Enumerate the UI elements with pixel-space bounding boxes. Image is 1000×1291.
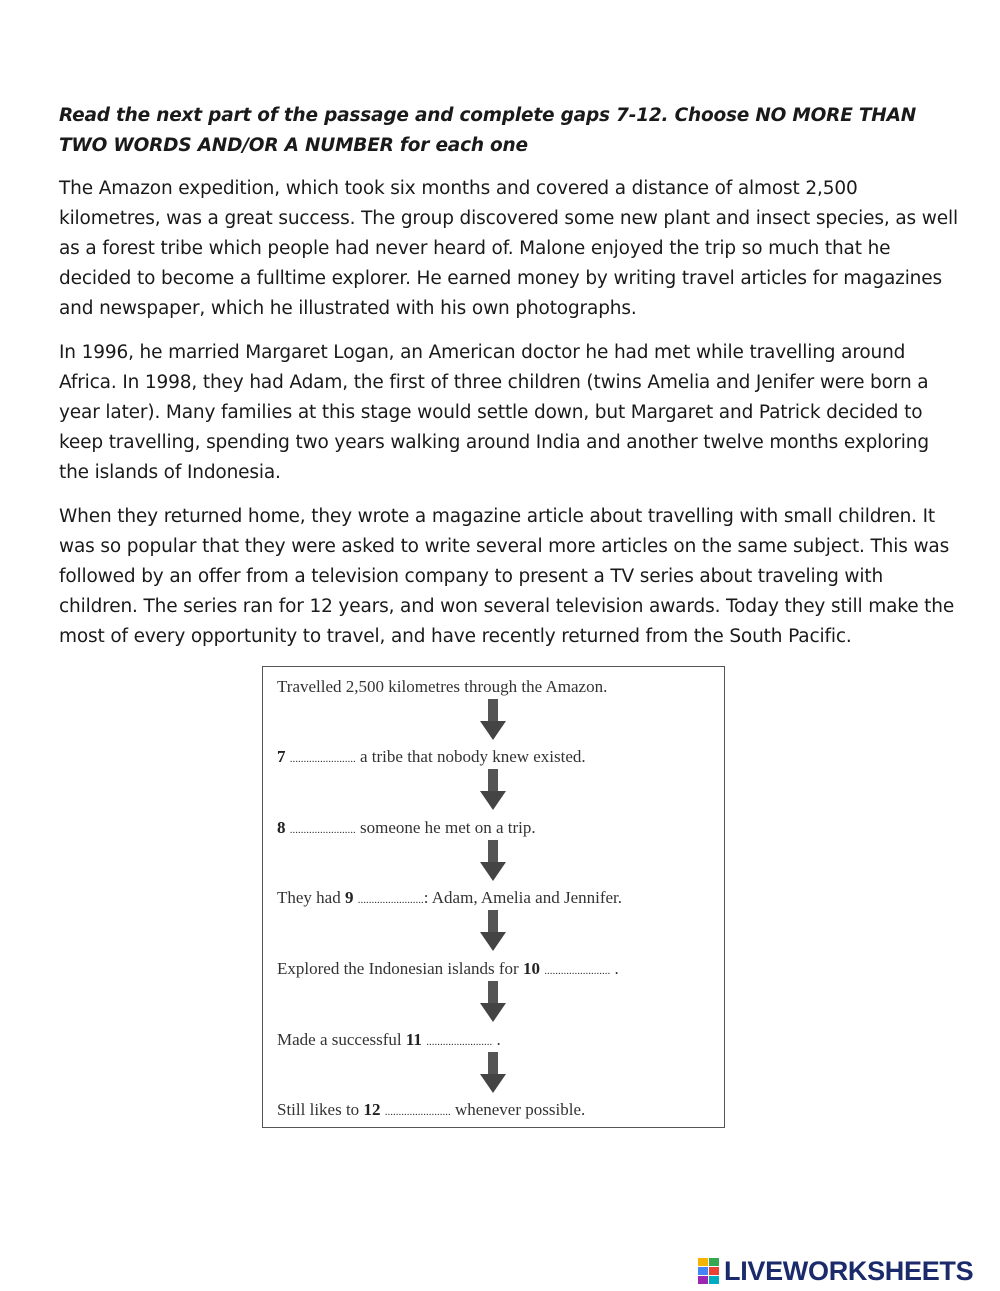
gap-8-blank[interactable]: ........................ (289, 824, 356, 836)
gap-number: 7 (277, 747, 286, 766)
liveworksheets-logo-icon (698, 1258, 720, 1284)
flow-step-text: They had (277, 888, 345, 907)
flow-step-text: . (492, 1030, 501, 1049)
flow-step-text: Still likes to (277, 1100, 364, 1119)
gap-number: 10 (522, 959, 540, 978)
gap-number: 9 (344, 888, 354, 907)
flow-step-text: someone he met on a trip. (355, 818, 536, 837)
down-arrow-icon (479, 910, 507, 952)
flow-step-text: Made a successful (277, 1030, 406, 1049)
flow-step-gap-12 (277, 1100, 585, 1120)
gap-9-blank[interactable]: ........................ (357, 894, 424, 906)
down-arrow-icon (479, 699, 507, 741)
liveworksheets-logo[interactable] (698, 1253, 973, 1289)
down-arrow-icon (479, 840, 507, 882)
flow-step-gap-11 (277, 1030, 501, 1050)
flow-step-gap-10 (277, 959, 619, 979)
flow-step-text: . (610, 959, 619, 978)
gap-number: 12 (363, 1100, 381, 1119)
down-arrow-icon (479, 981, 507, 1023)
flow-step-gap-8 (277, 818, 536, 838)
flow-step-text: : Adam, Amelia and Jennifer. (423, 888, 623, 907)
down-arrow-icon (479, 1052, 507, 1094)
flow-step-gap-9 (277, 888, 622, 908)
passage-paragraph-1: The Amazon expedition, which took six months and covered a distance of almost 2,500 kilometres, was a great success. The group discovered some new plant and insect species, as well as a forest tribe which people had never heard of. Malone enjoyed the trip so much that he decided to become a fulltime explorer. He earned money by writing travel articles for magazines and newspaper, which he illustrated with his own photographs. (59, 178, 958, 319)
gap-number: 8 (277, 818, 286, 837)
down-arrow-icon (479, 769, 507, 811)
gap-7-blank[interactable]: ........................ (289, 753, 356, 765)
gap-10-blank[interactable]: ........................ (544, 965, 611, 977)
flowchart-box (262, 666, 725, 1128)
flow-step-text: Explored the Indonesian islands for (277, 959, 523, 978)
logo-text: LIVEWORKSHEETS (724, 1255, 974, 1286)
flow-step-text: a tribe that nobody knew existed. (355, 747, 586, 766)
flow-step-text: whenever possible. (450, 1100, 586, 1119)
gap-number: 11 (405, 1030, 422, 1049)
flow-step-gap-7 (277, 747, 586, 767)
flow-step-start (277, 677, 607, 697)
flow-step-text: Travelled 2,500 kilometres through the Amazon. (277, 677, 608, 696)
passage-paragraph-2: In 1996, he married Margaret Logan, an American doctor he had met while travelling around Africa. In 1998, they had Adam, the first of three children (twins Amelia and Jenifer were born a year later). Many families at this stage would settle down, but Margaret and Patrick decided to keep travelling, spending two years walking around India and another twelve months exploring the islands of Indonesia. (59, 342, 929, 483)
gap-12-blank[interactable]: ........................ (384, 1106, 451, 1118)
passage-paragraph-3: When they returned home, they wrote a magazine article about travelling with small children. It was so popular that they were asked to write several more articles on the same subject. This was followed by an offer from a television company to present a TV series about traveling with children. The series ran for 12 years, and won several television awards. Today they still make the most of every opportunity to travel, and have recently returned from the South Pacific. (59, 506, 955, 647)
instructions: Read the next part of the passage and complete gaps 7-12. Choose NO MORE THAN TWO WORDS AND/OR A NUMBER for each one (59, 105, 916, 156)
gap-11-blank[interactable]: ........................ (426, 1036, 493, 1048)
